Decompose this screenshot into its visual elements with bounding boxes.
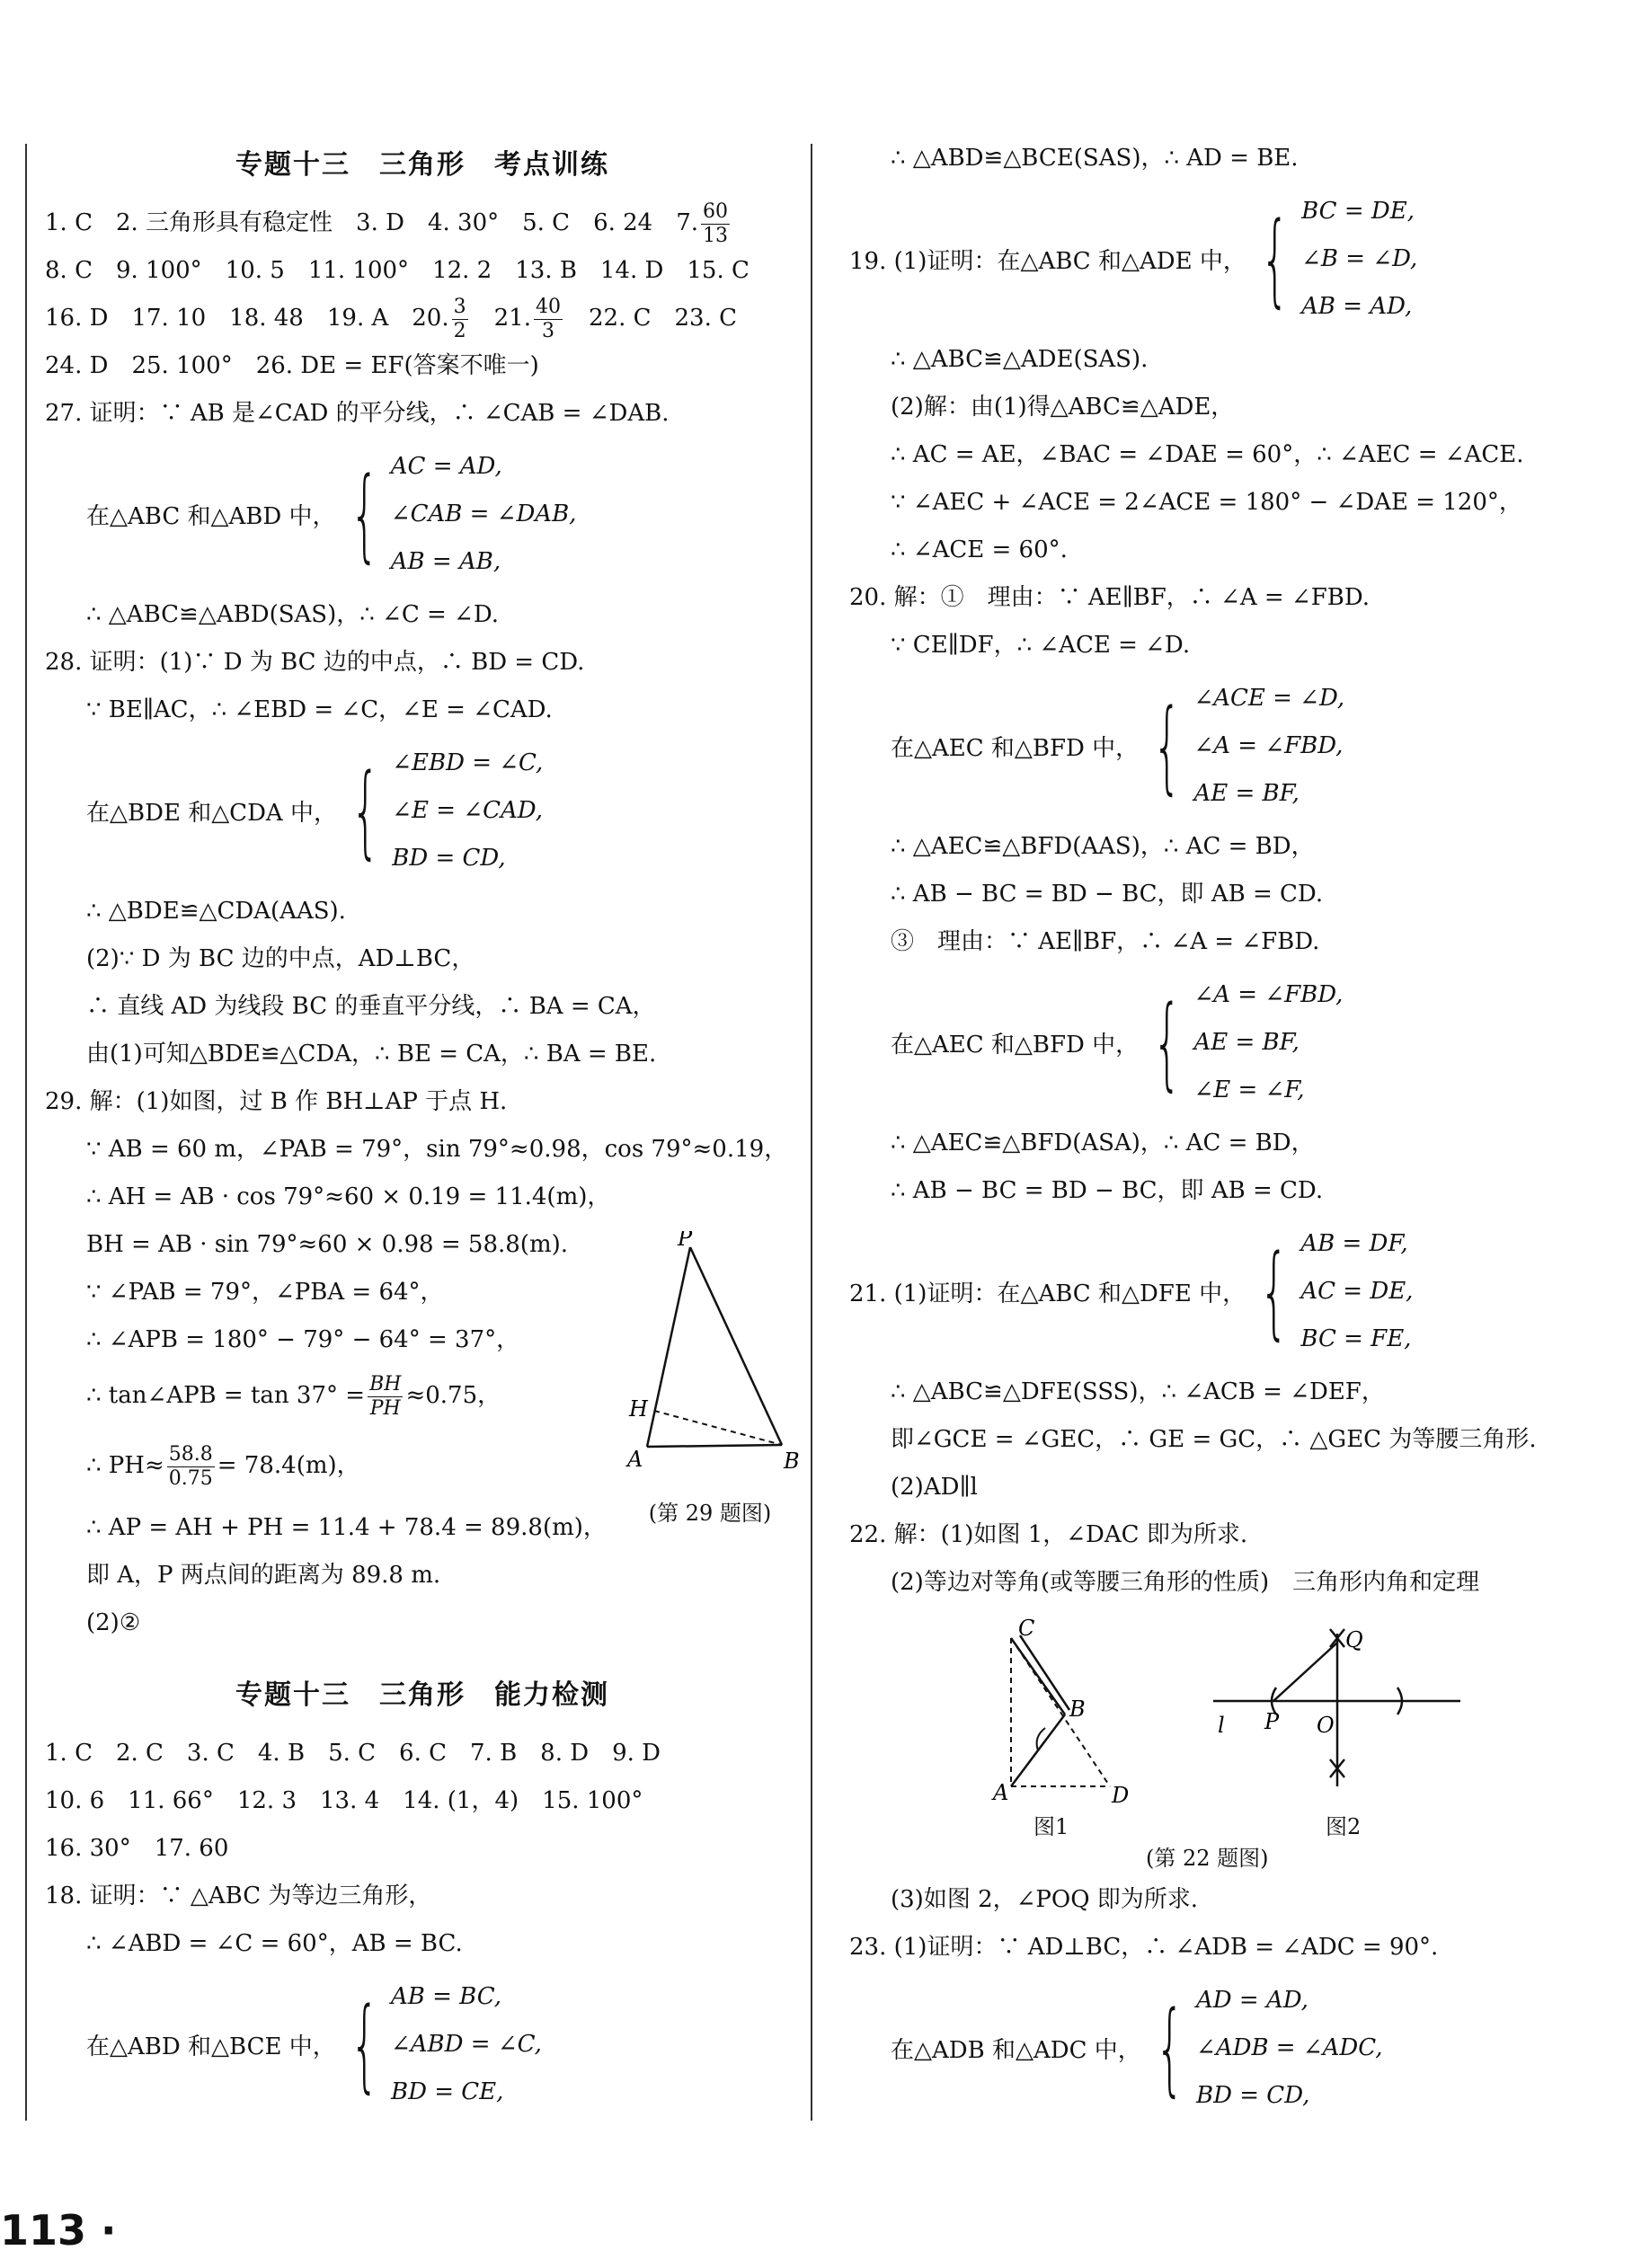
problem-28-line: ∴ 直线 AD 为线段 BC 的垂直平分线，∴ BA = CA， (86, 993, 656, 1020)
problem-29-line: (2)② (86, 1609, 141, 1636)
problem-18-conclusion: ∴ △ABD≌△BCE(SAS)，∴ AD = BE. (891, 145, 1299, 172)
page-number: 113 · (0, 2206, 117, 2255)
answers-line-1: 1. C 2. 三角形具有稳定性 3. D 4. 30° 5. C 6. 24 7. $\frac{60}{13}$ (45, 199, 729, 247)
fraction: $\frac{58.8}{0.75}$ (168, 1442, 213, 1490)
figure-29-caption: (第 29 题图) (648, 1501, 772, 1526)
figure-22-1-label: 图1 (1033, 1814, 1069, 1839)
problem-27-system: 在△ABC 和△ABD 中， { AC = AD, ∠CAB = ∠DAB, AB = AB, (86, 453, 577, 575)
problem-28-line: ∴ △BDE≌△CDA(AAS). (86, 898, 346, 925)
brace-icon: { (1152, 984, 1182, 1102)
figure-22-1-diagram (984, 1616, 1146, 1804)
answers-line-2: 8. C 9. 100° 10. 5 11. 100° 12. 2 13. B 14. D 15. C (45, 257, 750, 284)
problem-28-system: 在△BDE 和△CDA 中， { ∠EBD = ∠C, ∠E = ∠CAD, BD = CD, (86, 749, 544, 872)
answers-line-6: 10. 6 11. 66° 12. 3 13. 4 14. (1，4) 15. 100° (45, 1787, 643, 1814)
problem-21-line: (2)AD∥l (891, 1474, 978, 1501)
brace-icon: { (1152, 687, 1182, 805)
figure-22-2-label: 图2 (1326, 1814, 1362, 1839)
problem-22-line: 22. 解：(1)如图 1，∠DAC 即为所求. (849, 1521, 1248, 1548)
problem-20-line: ③ 理由：∵ AE∥BF，∴ ∠A = ∠FBD. (891, 928, 1320, 955)
problem-19-system: 19. (1)证明：在△ABC 和△ADE 中， { BC = DE, ∠B = ∠D, AB = AD, (849, 198, 1418, 320)
answers-line-4: 24. D 25. 100° 26. DE = EF(答案不唯一) (45, 352, 539, 379)
problem-20-line: 20. 解：① 理由：∵ AE∥BF，∴ ∠A = ∠FBD. (849, 584, 1371, 611)
problem-29-line: 即 A，P 两点间的距离为 89.8 m. (86, 1562, 441, 1589)
label-c: C (1018, 1616, 1035, 1641)
label-o: O (1317, 1713, 1335, 1738)
left-column (45, 135, 800, 2122)
problem-27-line: ∴ △ABC≌△ABD(SAS)，∴ ∠C = ∠D. (86, 601, 500, 628)
problem-18-line: ∴ ∠ABD = ∠C = 60°，AB = BC. (86, 1930, 463, 1957)
problem-20-line: ∴ AB − BC = BD − BC，即 AB = CD. (891, 1177, 1324, 1204)
label-b: B (1069, 1697, 1086, 1722)
figure-29 (602, 1231, 818, 1527)
problem-29-line: 29. 解：(1)如图，过 B 作 BH⊥AP 于点 H. (45, 1088, 508, 1115)
problem-21-line: ∴ △ABC≌△DFE(SSS)，∴ ∠ACB = ∠DEF， (891, 1378, 1385, 1405)
answers-line-7: 16. 30° 17. 60 (45, 1835, 229, 1862)
problem-28-line: (2)∵ D 为 BC 边的中点，AD⊥BC， (86, 945, 475, 972)
problem-20-line: ∴ △AEC≌△BFD(AAS)，∴ AC = BD， (891, 833, 1315, 860)
triangle-apb-diagram (602, 1231, 818, 1492)
problem-22-line: (3)如图 2，∠POQ 即为所求. (891, 1886, 1199, 1913)
section-title-1: 专题十三 三角形 考点训练 (235, 149, 609, 181)
fraction: $\frac{40}{3}$ (535, 295, 561, 342)
problem-28-line: ∵ BE∥AC，∴ ∠EBD = ∠C，∠E = ∠CAD. (86, 696, 553, 723)
problem-22-line: (2)等边对等角(或等腰三角形的性质) 三角形内角和定理 (891, 1569, 1480, 1596)
problem-29-line: ∴ ∠APB = 180° − 79° − 64° = 37°， (86, 1326, 520, 1353)
problem-19-line: ∴ ∠ACE = 60°. (891, 536, 1068, 563)
label-p: P (1264, 1709, 1280, 1734)
problem-29-block (45, 1078, 800, 1647)
label-b: B (784, 1449, 800, 1474)
problem-19-line: ∵ ∠AEC + ∠ACE = 2∠ACE = 180° − ∠DAE = 120°， (891, 489, 1522, 516)
problem-23-line: 23. (1)证明：∵ AD⊥BC，∴ ∠ADB = ∠ADC = 90°. (849, 1934, 1439, 1961)
label-l: l (1218, 1713, 1225, 1738)
brace-icon: { (1259, 1233, 1289, 1351)
label-d: D (1112, 1783, 1130, 1804)
answers-line-3: 16. D 17. 10 18. 48 19. A 20. $\frac{3}{2}$ 21. $\frac{40}{3}$ 22. C 23. C (45, 295, 737, 342)
brace-icon: { (350, 1986, 379, 2104)
label-a: A (993, 1780, 1009, 1804)
problem-21-line: 即∠GCE = ∠GEC，∴ GE = GC，∴ △GEC 为等腰三角形. (891, 1426, 1537, 1453)
problem-20-line: ∴ AB − BC = BD − BC，即 AB = CD. (891, 881, 1324, 908)
problem-19-line: (2)解：由(1)得△ABC≌△ADE， (891, 394, 1235, 421)
problem-29-line: ∵ AB = 60 m，∠PAB = 79°，sin 79°≈0.98，cos 79°≈0.19， (86, 1136, 788, 1163)
label-a: A (627, 1447, 643, 1472)
problem-20-system-2: 在△AEC 和△BFD 中， { ∠A = ∠FBD, AE = BF, ∠E = ∠F, (891, 981, 1344, 1103)
problem-18-line: 18. 证明：∵ △ABC 为等边三角形， (45, 1883, 432, 1909)
figure-22 (849, 1607, 1622, 1871)
problem-20-line: ∵ CE∥DF，∴ ∠ACE = ∠D. (891, 632, 1191, 659)
problem-27-line: 27. 证明：∵ AB 是∠CAD 的平分线，∴ ∠CAB = ∠DAB. (45, 400, 670, 427)
problem-28-line: 由(1)可知△BDE≌△CDA，∴ BE = CA，∴ BA = BE. (86, 1041, 657, 1068)
brace-icon: { (1155, 1989, 1184, 2107)
problem-20-system-1: 在△AEC 和△BFD 中， { ∠ACE = ∠D, ∠A = ∠FBD, AE = BF, (891, 685, 1345, 807)
problem-21-system: 21. (1)证明：在△ABC 和△DFE 中， { AB = DF, AC = DE, BC = FE, (849, 1230, 1414, 1352)
problem-20-line: ∴ △AEC≌△BFD(ASA)，∴ AC = BD， (891, 1130, 1315, 1156)
column-divider (811, 144, 812, 2121)
problem-29-line: ∴ AP = AH + PH = 11.4 + 78.4 = 89.8(m)， (86, 1514, 607, 1541)
figure-22-2-diagram (1209, 1607, 1478, 1795)
problem-29-line: ∴ tan∠APB = tan 37° = $\frac{BH}{PH}$ ≈0.75， (86, 1372, 501, 1420)
problem-28-line: 28. 证明：(1)∵ D 为 BC 边的中点，∴ BD = CD. (45, 649, 585, 676)
problem-19-line: ∴ AC = AE，∠BAC = ∠DAE = 60°，∴ ∠AEC = ∠ACE. (891, 441, 1524, 468)
fraction: $\frac{BH}{PH}$ (369, 1372, 402, 1420)
fraction: $\frac{60}{13}$ (703, 199, 729, 247)
problem-23-system: 在△ADB 和△ADC 中， { AD = AD, ∠ADB = ∠ADC, BD = CD, (891, 1987, 1383, 2109)
problem-29-line: ∵ ∠PAB = 79°，∠PBA = 64°， (86, 1279, 444, 1306)
problem-29-line: ∴ AH = AB · cos 79°≈60 × 0.19 = 11.4(m)， (86, 1183, 611, 1210)
brace-icon: { (350, 752, 380, 870)
answers-line-5: 1. C 2. C 3. C 4. B 5. C 6. C 7. B 8. D 9. D (45, 1740, 661, 1767)
fraction: $\frac{3}{2}$ (453, 295, 466, 342)
problem-29-line: BH = AB · sin 79°≈60 × 0.98 = 58.8(m). (86, 1231, 569, 1258)
label-p: P (678, 1231, 693, 1251)
problem-29-line: ∴ PH≈ $\frac{58.8}{0.75}$ = 78.4(m)， (86, 1442, 360, 1490)
section-title-2: 专题十三 三角形 能力检测 (235, 1679, 609, 1711)
label-h: H (629, 1396, 648, 1422)
brace-icon: { (350, 456, 379, 573)
figure-22-caption: (第 22 题图) (1146, 1846, 1269, 1871)
problem-18-system: 在△ABD 和△BCE 中， { AB = BC, ∠ABD = ∠C, BD = CE, (86, 1983, 542, 2105)
left-margin-rule (25, 144, 27, 2121)
right-column (849, 135, 1622, 2125)
label-q: Q (1345, 1627, 1363, 1652)
brace-icon: { (1260, 200, 1290, 318)
problem-19-line: ∴ △ABC≌△ADE(SAS). (891, 346, 1149, 373)
